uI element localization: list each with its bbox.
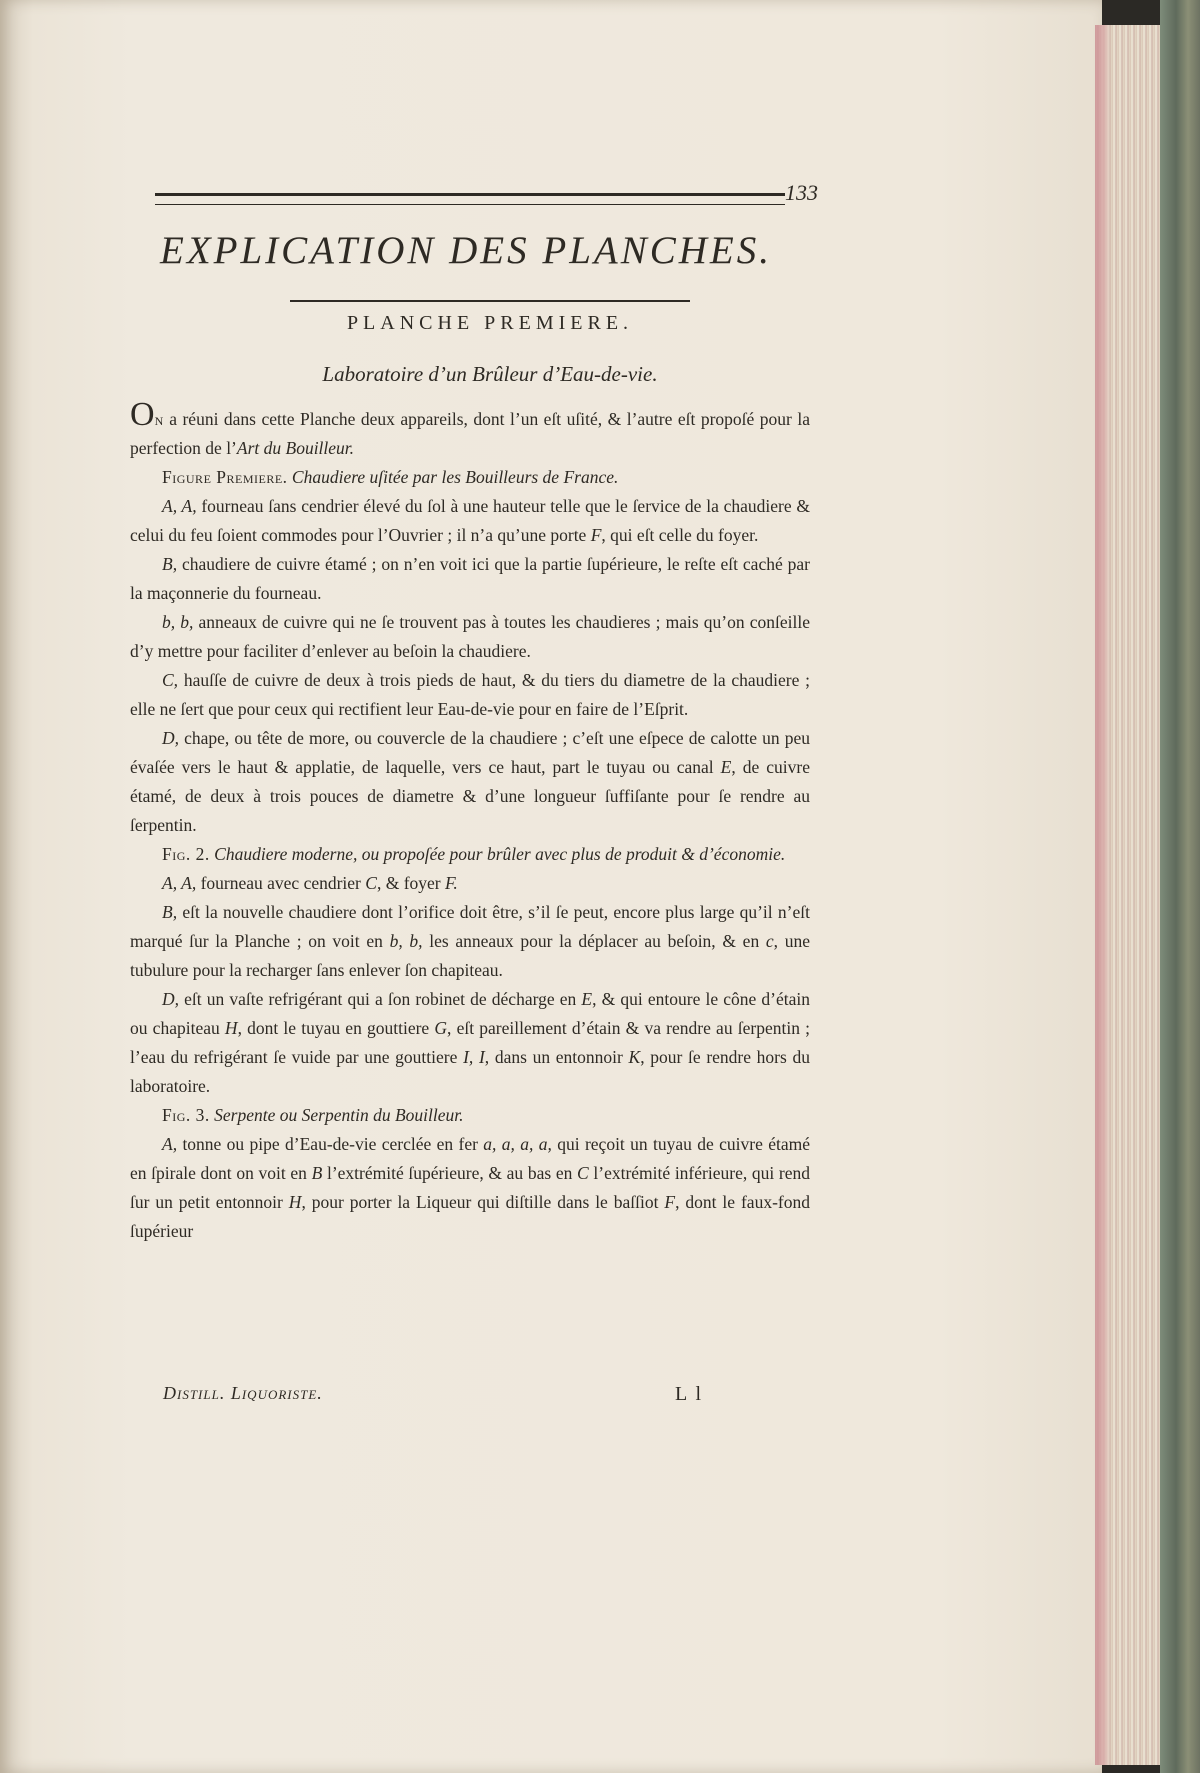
paragraph-fig3-a: A, tonne ou pipe d’Eau-de-vie cerclée en fer a, a, a, a, qui reçoit un tuyau de cuivre étamé en ſpirale dont on voit en B l’extrémité ſupérieure, & au bas en C l’extrémité inférieure, qui rend ſur un petit entonnoir H, pour porter la Liqueur qui diſtille dans le baſſiot F, dont le faux-fond ſupérieur — [130, 1134, 811, 1241]
paragraph-b: B, chaudiere de cuivre étamé ; on n’en voit ici que la partie ſupérieure, le reſte eſt caché par la maçonnerie du fourneau. — [130, 554, 810, 603]
section-title: PLANCHE PREMIERE. — [346, 312, 634, 334]
paragraph-d: D, chape, ou tête de more, ou couvercle de la chaudiere ; c’eſt une eſpece de calotte un peu évaſée vers le haut & applatie, de laquelle, vers ce haut, part le tuyau ou canal E, de cuivre étamé, de deux à trois pouces de diametre & d’une longueur ſuffiſante pour ſe rendre au ſerpentin. — [130, 728, 811, 835]
header-rule — [155, 193, 785, 205]
paragraph-fig2-d: D, eſt un vaſte refrigérant qui a ſon robinet de décharge en E, & qui entoure le cône d’étain ou chapiteau H, dont le tuyau en gouttiere G, eſt pareillement d’étain & va rendre au ſerpentin ; l’eau du refrigérant ſe vuide par une gouttiere I, I, dans un entonnoir K, pour ſe rendre hors du laboratoire. — [130, 989, 811, 1096]
signature-mark: L l — [675, 1383, 704, 1405]
paragraph-fig2-b: B, eſt la nouvelle chaudiere dont l’orifice doit être, s’il ſe peut, encore plus large qu’il n’eſt marqué ſur la Planche ; on voit en b, b, les anneaux pour la déplacer au beſoin, & en c, une tubulure pour la recharger ſans enlever ſon chapiteau. — [130, 902, 811, 980]
section-subtitle: Laboratoire d’un Brûleur d’Eau-de-vie. — [322, 362, 658, 386]
figure-3-heading: Fig. 3. Serpente ou Serpentin du Bouilleur. — [162, 1105, 464, 1125]
red-edge-stain — [1095, 25, 1109, 1765]
paragraph-aa: A, A, fourneau ſans cendrier élevé du ſol à une hauteur telle que le ſervice de la chaudiere & celui du feu ſoient commodes pour l’Ouvrier ; il n’a qu’une porte F, qui eſt celle du foyer. — [130, 496, 810, 545]
running-footer: Distill. Liquoriste. — [163, 1383, 323, 1403]
paragraph-bb: b, b, anneaux de cuivre qui ne ſe trouvent pas à toutes les chaudieres ; mais qu’on conſeille d’y mettre pour faciliter d’enlever au beſoin la chaudiere. — [130, 612, 810, 661]
page-title: EXPLICATION DES PLANCHES. — [160, 229, 772, 272]
figure-2-heading: Fig. 2. Chaudiere moderne, ou propoſée pour brûler avec plus de produit & d’économie. — [162, 844, 786, 864]
title-rule — [290, 300, 690, 302]
page-number: 133 — [785, 180, 818, 205]
body-text — [130, 396, 811, 1246]
paragraph-fig2-aa: A, A, fourneau avec cendrier C, & foyer F. — [162, 873, 458, 893]
paragraph-c: C, hauſſe de cuivre de deux à trois pieds de haut, & du tiers du diametre de la chaudiere ; elle ne ſert que pour ceux qui rectifient leur Eau-de-vie pour en faire de l’Eſprit. — [130, 670, 810, 719]
drop-cap: O — [130, 396, 155, 433]
figure-1-heading: Figure Premiere. Chaudiere uſitée par les Bouilleurs de France. — [162, 467, 619, 487]
book-cover — [1160, 0, 1200, 1773]
intro-paragraph: On a réuni dans cette Planche deux appareils, dont l’un eſt uſité, & l’autre eſt propoſé pour la perfection de l’Art du Bouilleur. — [130, 396, 810, 458]
